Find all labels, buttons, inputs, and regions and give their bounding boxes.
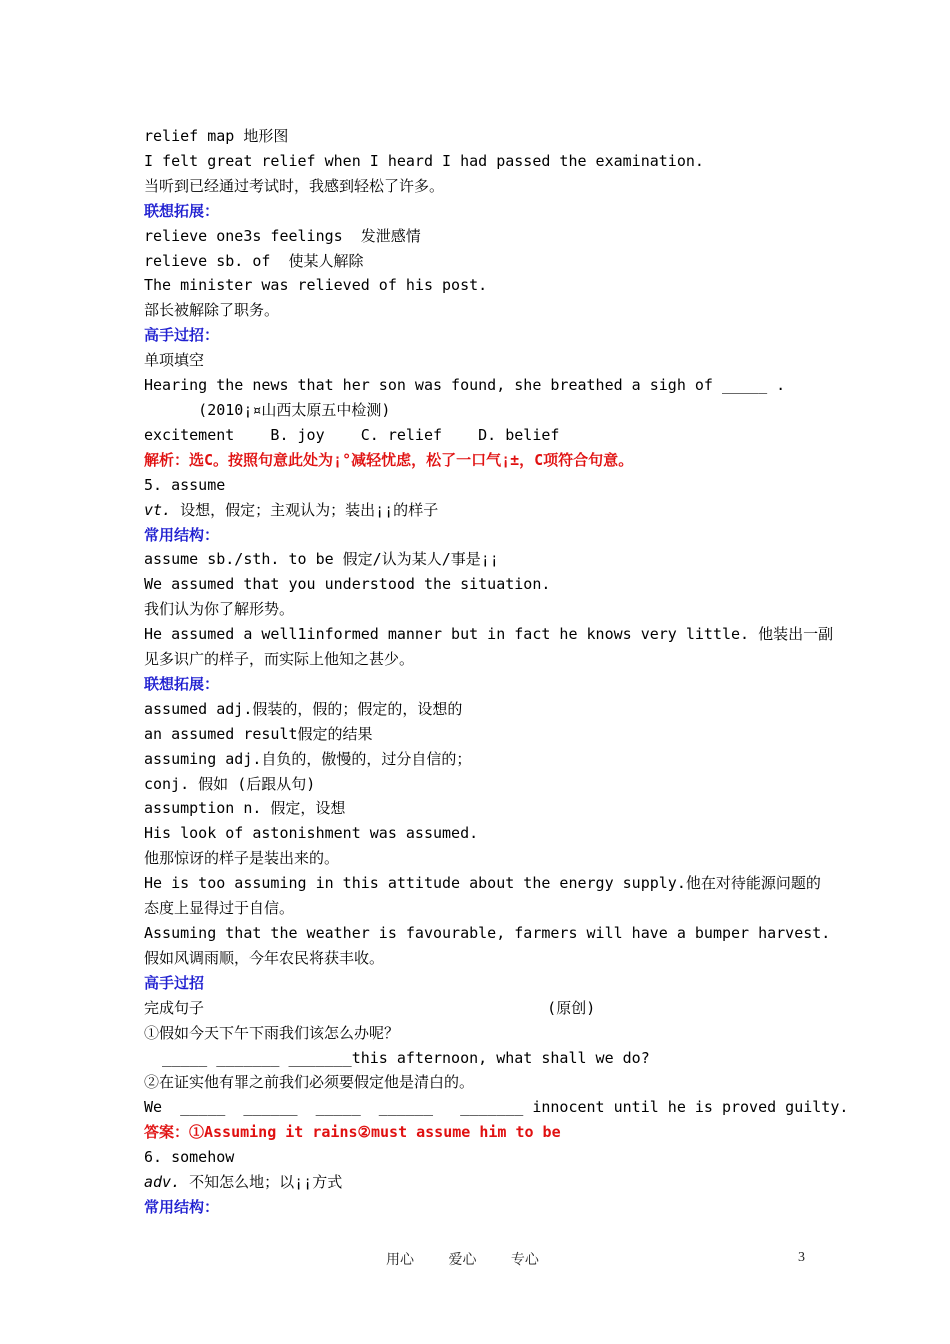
answer-line: 解析：选C。按照句意此处为¡°减轻忧虑，松了一口气¡±，C项符合句意。 <box>144 450 634 469</box>
page-number: 3 <box>798 1250 805 1265</box>
text-line: 单项填空 <box>144 351 205 370</box>
page-footer <box>386 1249 569 1269</box>
text-line: 5. assume <box>144 475 226 494</box>
text-line: excitement B. joy C. relief D. belief <box>144 425 560 444</box>
text-line: 部长被解除了职务。 <box>144 301 280 320</box>
text-line: The minister was relieved of his post. <box>144 276 488 295</box>
text-line: 见多识广的样子，而实际上他知之甚少。 <box>144 650 415 669</box>
text-line: Hearing the news that her son was found, she breathed a sigh of _____ . <box>144 376 786 395</box>
text-line: He assumed a well1informed manner but in fact he knows very little. 他装出一副 <box>144 625 834 644</box>
section-heading: 高手过招： <box>144 326 220 345</box>
text-line: relief map 地形图 <box>144 127 289 145</box>
text-line <box>144 498 804 523</box>
text-line: assume sb./sth. to be 假定/认为某人/事是¡¡ <box>144 550 499 569</box>
text-line: We _____ ______ _____ ______ _______ innocent until he is proved guilty. <box>144 1098 849 1117</box>
text-line: (2010¡¤山西太原五中检测) <box>144 400 391 419</box>
text-line: assumption n. 假定，设想 <box>144 799 346 818</box>
answer-line: 答案：①Assuming it rains②must assume him to be <box>144 1123 561 1142</box>
footer-item-2: 爱心 <box>448 1252 477 1268</box>
text-line: _____ _______ _______this afternoon, what shall we do? <box>144 1048 650 1067</box>
section-heading: 常用结构： <box>144 525 220 544</box>
document-body <box>144 124 849 1220</box>
definition-text: 不知怎么地；以¡¡方式 <box>180 1173 343 1192</box>
text-line: 当听到已经通过考试时，我感到轻松了许多。 <box>144 176 445 195</box>
text-line: conj. 假如 (后跟从句) <box>144 774 316 793</box>
section-heading: 高手过招 <box>144 973 205 992</box>
text-line: 完成句子 (原创) <box>144 998 596 1017</box>
text-line: assumed adj.假装的，假的；假定的，设想的 <box>144 699 463 718</box>
text-line: assuming adj.自负的，傲慢的，过分自信的； <box>144 749 472 768</box>
text-line: relieve one3s feelings 发泄感情 <box>144 226 421 245</box>
text-line: We assumed that you understood the situation. <box>144 575 551 594</box>
footer-item-3: 专心 <box>510 1252 539 1268</box>
text-line: 假如风调雨顺，今年农民将获丰收。 <box>144 948 385 967</box>
text-line: an assumed result假定的结果 <box>144 724 373 743</box>
part-of-speech: adv. <box>144 1173 181 1192</box>
text-line: 6. somehow <box>144 1148 235 1167</box>
section-heading: 联想拓展： <box>144 674 220 693</box>
text-line: ②在证实他有罪之前我们必须要假定他是清白的。 <box>144 1073 475 1092</box>
part-of-speech: vt. <box>144 500 172 519</box>
section-heading: 常用结构： <box>144 1197 220 1216</box>
text-line: relieve sb. of 使某人解除 <box>144 251 364 270</box>
text-line: He is too assuming in this attitude about the energy supply.他在对待能源问题的 <box>144 874 821 893</box>
text-line: His look of astonishment was assumed. <box>144 824 479 843</box>
text-line: 我们认为你了解形势。 <box>144 600 295 619</box>
footer-item-1: 用心 <box>386 1252 414 1268</box>
text-line: 态度上显得过于自信。 <box>144 899 295 918</box>
definition-text: 设想，假定；主观认为；装出¡¡的样子 <box>171 500 439 519</box>
text-line <box>144 1170 804 1195</box>
text-line: ①假如今天下午下雨我们该怎么办呢？ <box>144 1023 400 1042</box>
section-heading: 联想拓展： <box>144 201 220 220</box>
text-line: Assuming that the weather is favourable, farmers will have a bumper harvest. <box>144 924 831 942</box>
text-line: 他那惊讶的样子是装出来的。 <box>144 849 340 868</box>
text-line: I felt great relief when I heard I had passed the examination. <box>144 151 704 170</box>
